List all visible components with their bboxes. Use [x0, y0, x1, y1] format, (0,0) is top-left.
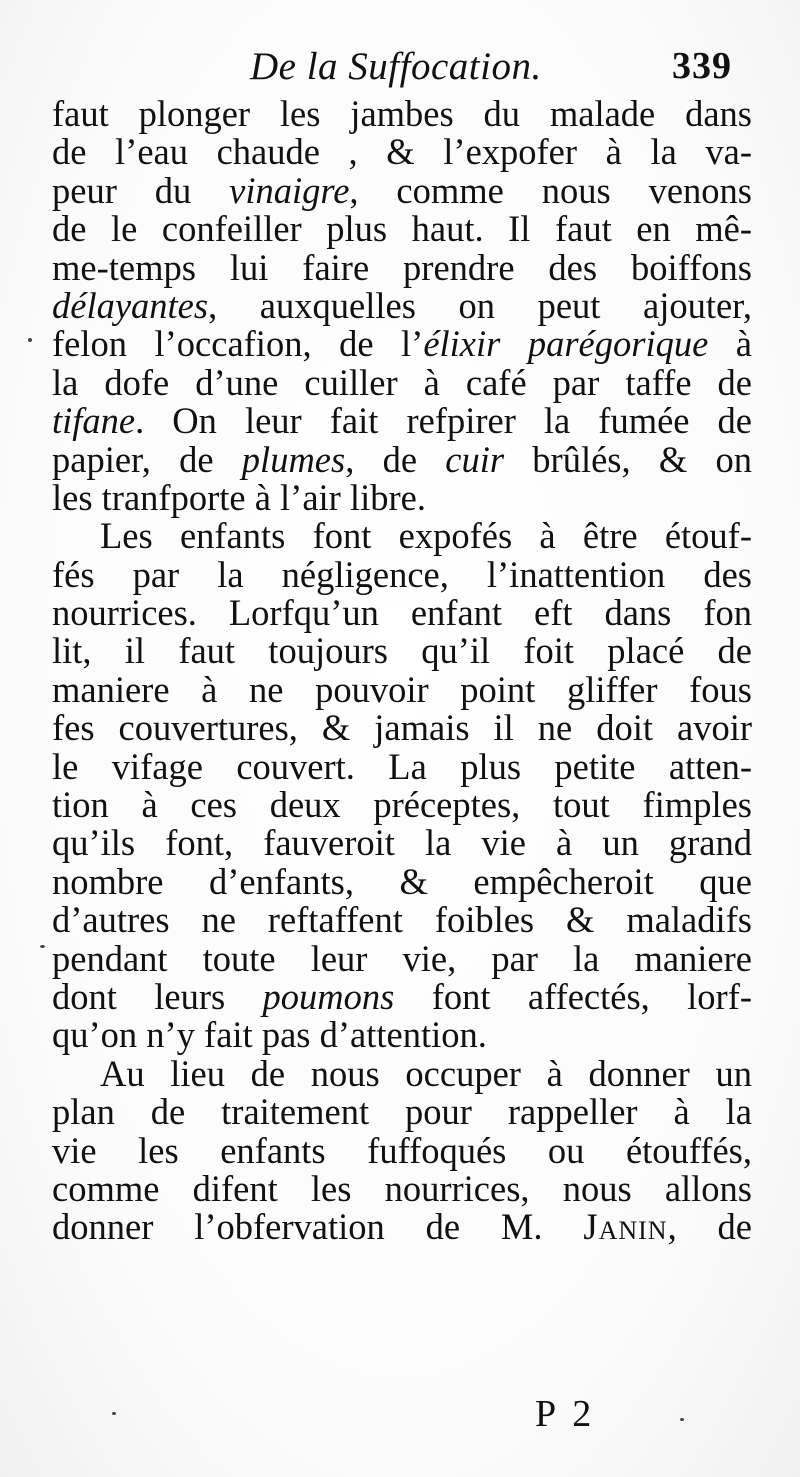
italic-term: plumes	[241, 438, 346, 480]
text-run: de l’eau chaude , & l’expofer à la va-	[52, 131, 752, 173]
text-run: dont leurs	[52, 975, 263, 1017]
text-run: les tranfporte à l’air libre.	[52, 476, 426, 518]
ink-speck	[28, 338, 32, 342]
text-run: vie les enfants fuffoqués ou étouffés,	[52, 1129, 752, 1171]
text-run: , de	[345, 438, 446, 480]
text-line	[52, 786, 752, 824]
signature-mark: P 2	[535, 1393, 596, 1435]
text-run: me-temps lui faire prendre des boiffons	[52, 246, 752, 288]
italic-term: tifane	[52, 400, 136, 442]
text-line	[52, 1208, 752, 1246]
text-run: qu’ils font, fauveroit la vie à un grand	[52, 822, 752, 864]
text-line	[52, 210, 752, 248]
text-run: peur du	[52, 169, 230, 211]
text-line	[52, 632, 752, 670]
text-run: , auxquelles on peut ajouter,	[208, 284, 752, 326]
body-text	[52, 95, 752, 1247]
text-run: brûlés, & on	[504, 438, 753, 480]
text-run: faut plonger les jambes du malade dans	[52, 93, 752, 134]
text-run: maniere à ne pouvoir point gliffer fous	[52, 668, 752, 710]
text-line	[52, 517, 752, 555]
text-line	[52, 476, 752, 518]
italic-term: poumons	[262, 975, 395, 1017]
text-line	[52, 937, 752, 979]
text-line	[52, 594, 752, 632]
text-run: la dofe d’une cuiller à café par taffe de	[52, 361, 752, 403]
text-run: comme difent les nourrices, nous allons	[52, 1167, 752, 1209]
text-run: fes couvertures, & jamais il ne doit avoir	[52, 707, 752, 749]
text-run: donner l’obfervation de M.	[52, 1206, 584, 1248]
text-line	[52, 1167, 752, 1209]
text-run: , de	[667, 1206, 752, 1248]
text-line	[52, 860, 752, 902]
text-line	[52, 361, 752, 403]
text-line	[52, 553, 752, 595]
italic-term: délayantes	[52, 284, 209, 326]
text-line	[52, 1052, 752, 1094]
text-run: Les enfants font expofés à être étouf-	[100, 515, 752, 557]
text-run: à	[708, 323, 752, 365]
text-line	[52, 1129, 752, 1171]
text-run: Au lieu de nous occuper à donner un	[100, 1052, 752, 1094]
text-run: pendant toute leur vie, par la maniere	[52, 937, 752, 979]
text-run: qu’on n’y fait pas d’attention.	[52, 1014, 487, 1056]
text-line	[52, 668, 752, 710]
text-line	[52, 824, 752, 862]
text-line	[52, 169, 752, 211]
text-run: , comme nous venons	[349, 169, 752, 211]
ink-speck	[40, 945, 45, 948]
running-title: De la Suffocation.	[250, 45, 542, 88]
text-line	[52, 438, 753, 480]
small-caps-name: Janin	[583, 1206, 668, 1248]
italic-term: élixir parégorique	[423, 323, 709, 365]
text-run: papier, de	[52, 438, 242, 480]
text-run: nombre d’enfants, & empêcheroit que	[52, 860, 752, 902]
text-run: tion à ces deux préceptes, tout fimples	[52, 784, 752, 826]
text-run: le vifage couvert. La plus petite atten-	[52, 745, 752, 787]
italic-term: cuir	[445, 438, 505, 480]
text-line	[52, 133, 752, 171]
text-line	[52, 901, 752, 939]
text-line	[52, 1093, 752, 1131]
text-line	[52, 402, 752, 440]
text-run: fés par la négligence, l’inattention des	[52, 553, 752, 595]
text-run: plan de traitement pour rappeller à la	[52, 1091, 752, 1133]
text-run: nourrices. Lorfqu’un enfant eft dans fon	[52, 592, 752, 634]
text-line	[52, 95, 752, 133]
text-run: de le confeiller plus haut. Il faut en mê-	[52, 208, 752, 250]
page-number: 339	[672, 45, 732, 87]
text-run: . On leur fait refpirer la fumée de	[135, 400, 752, 442]
text-run: lit, il faut toujours qu’il foit placé de	[52, 630, 752, 672]
text-run: font affectés, lorf-	[394, 975, 752, 1017]
text-line	[52, 745, 752, 787]
text-line	[52, 246, 752, 288]
text-run: d’autres ne reftaffent foibles & maladifs	[52, 899, 752, 941]
text-line	[52, 1016, 752, 1054]
ink-speck	[680, 1418, 684, 1421]
italic-term: vinaigre	[229, 169, 350, 211]
text-run: felon l’occafion, de l’	[52, 323, 424, 365]
text-line	[52, 709, 752, 747]
text-line	[52, 975, 752, 1017]
ink-speck	[112, 1412, 116, 1415]
text-line	[52, 284, 752, 326]
text-line	[52, 325, 752, 363]
